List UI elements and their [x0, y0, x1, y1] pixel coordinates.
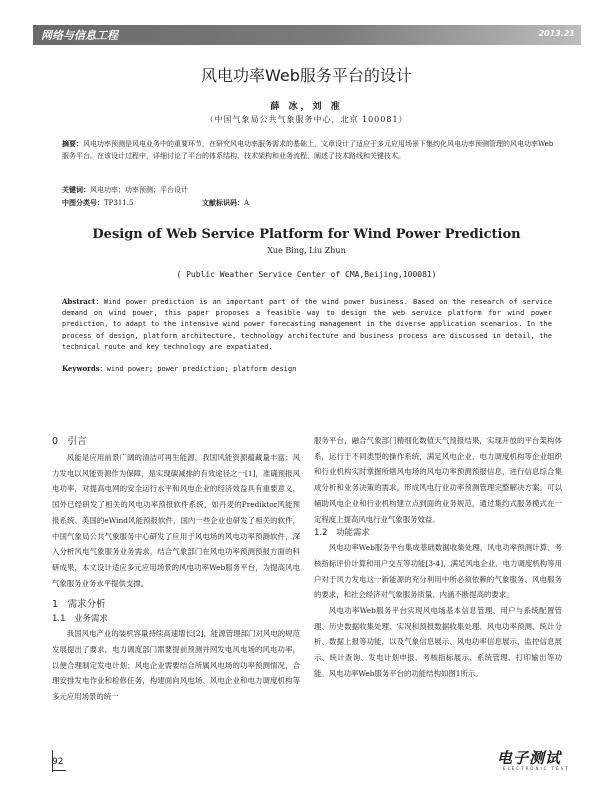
subsection-business-heading: 1.1 业务需求 [52, 614, 109, 625]
english-affiliation: ( Public Weather Service Center of CMA,Beijing,100081) [176, 270, 437, 279]
classification-line [62, 197, 554, 209]
journal-header-bar [33, 25, 581, 45]
english-authors: Xue Bing, Liu Zhun [267, 246, 346, 255]
document-code-label: 文献标识码： [202, 198, 244, 207]
left-column [52, 433, 300, 705]
english-abstract [62, 296, 552, 353]
page-number: 92 [52, 757, 64, 767]
business-paragraph: 我国风电产业的装机容量持续高速增长[2]，能源管理部门对风电的规范发展提出了要求，电力调度部门需要提前预测并网发电风电场的风电功率，以便合理制定发电计划；风电企业需要结合所属风电场的功率预测情况，合理安排发电作业和检修任务，构建面向风电场、风电企业和电力调度机构等多元应用场景的统一 [52, 629, 300, 702]
english-title: Design of Web Service Platform for Wind Power Prediction [92, 227, 521, 242]
chinese-affiliation: （中国气象局公共气象服务中心，北京 100081） [205, 115, 408, 124]
chinese-keywords-text: 风电功率；功率预测；平台设计 [90, 186, 188, 194]
chinese-authors: 薛 冰，刘 准 [270, 102, 343, 112]
page-number-rule [52, 770, 66, 771]
journal-logo: 电子测试 [497, 749, 562, 767]
function-paragraph-1: 风电功率Web服务平台集成基础数据收集处理、风电功率预测计算、考核指标评价计算和用户交互等功能[3-4]，满足风电企业、电力调度机构等用户对于风力发电这一新能源的充分利用中所必须依赖的气象服务、风电服务的要求，和社会经济对气象服务质量、内涵不断提高的要求。 [314, 543, 562, 600]
chinese-abstract [62, 138, 554, 162]
english-keywords-text: wind power; power prediction; platform design [106, 365, 297, 373]
section-introduction-heading: 0 引言 [52, 436, 87, 447]
chinese-abstract-text: 风电功率预测是风电业务中的重要环节，在研究风电功率服务需求的基础上，文章设计了适应于多元应用场景下集约化风电功率预测管理的风电功率Web服务平台。在该设计过程中，详细讨论了平台的体系结构、技术架构和业务流程，阐述了技术路线和关键技术。 [62, 140, 554, 160]
function-paragraph-2: 风电功率Web服务平台实现风电场基本信息管理、用户与系统配置管理、历史数据收集处理、实况和预报数据收集处理、风电功率预测、统计分析、数据上报等功能，以及气象信息展示、风电功率信息展示、监控信息展示、统计查询、发电计划申报、考核指标展示、系统管理、打印输出等功能。风电功率Web服务平台的功能结构如图1所示。 [314, 606, 562, 678]
document-code-value: A [244, 199, 250, 207]
business-paragraph-continued: 服务平台，融合气象部门精细化数值天气预报结果，实现开放的平台架构体系，运行于不同类型的操作系统，满足风电企业、电力调度机构等企业组织和行业机构实时掌握所辖风电场的风电功率预测预报信息，进行信息综合集成分析和业务决策的需求，形成风电行业功率预测管理完整解决方案。可以辅助风电企业和行业机构建立点到面的业务规范，通过集约式服务模式在一定程度上提高风电行业气象服务效益。 [314, 436, 562, 524]
english-abstract-text: Wind power prediction is an important part of the wind power business. Based on the research of service demand on wind power, this paper proposes a feasible way to design the web service platform for wind power prediction, to adapt to the intensive wind power forecasting management in the diverse application scenarios. In the process of design, platform architecture, technology architecture and business process are discussed in detail, the technical route and key technology are expatiated. [62, 298, 552, 351]
introduction-paragraph: 风能是应用前景广阔的清洁可再生能源，我国风能资源蕴藏量丰富；风力发电以风能资源作为保障，是实现碳减排的有效途径之一[1]，准确预报风电功率，对提高电网的安全运行水平和风电企业的经济效益具有重要意义，国外已经研发了相关的风电功率预报软件系统，如丹麦的Prediktor风能预报系统、美国的eWind风能预报软件，国内一些企业也研发了相关的软件，中国气象局公共气象服务中心研发了应用于风电场的风电功率预测软件，深入分析风电气象服务业务需求，结合气象部门在风电功率预测预报方面的科研成果，本文设计适应多元应用场景的风电功率Web服务平台，为提高风电气象服务业务水平提供支撑。 [52, 453, 300, 588]
chinese-abstract-label: 摘要： [62, 139, 83, 148]
class-number-label: 中图分类号： [62, 198, 104, 207]
section-requirements-heading: 1 需求分析 [52, 599, 106, 611]
issue-label: 2013.21 [538, 29, 575, 38]
chinese-keywords [62, 184, 554, 196]
journal-section-label: 网络与信息工程 [41, 29, 118, 42]
subsection-function-heading: 1.2 功能需求 [314, 528, 371, 539]
english-keywords-label: Keywords： [62, 364, 107, 373]
chinese-keywords-label: 关键词： [62, 185, 90, 194]
right-column [314, 433, 562, 682]
english-keywords [62, 364, 552, 374]
class-number-value: TP311.5 [104, 199, 134, 207]
english-abstract-label: Abstract： [62, 297, 104, 306]
document-code [202, 197, 249, 209]
journal-logo-subtitle: ELECTRONIC TEST [503, 766, 570, 771]
chinese-title: 风电功率Web服务平台的设计 [201, 66, 412, 85]
